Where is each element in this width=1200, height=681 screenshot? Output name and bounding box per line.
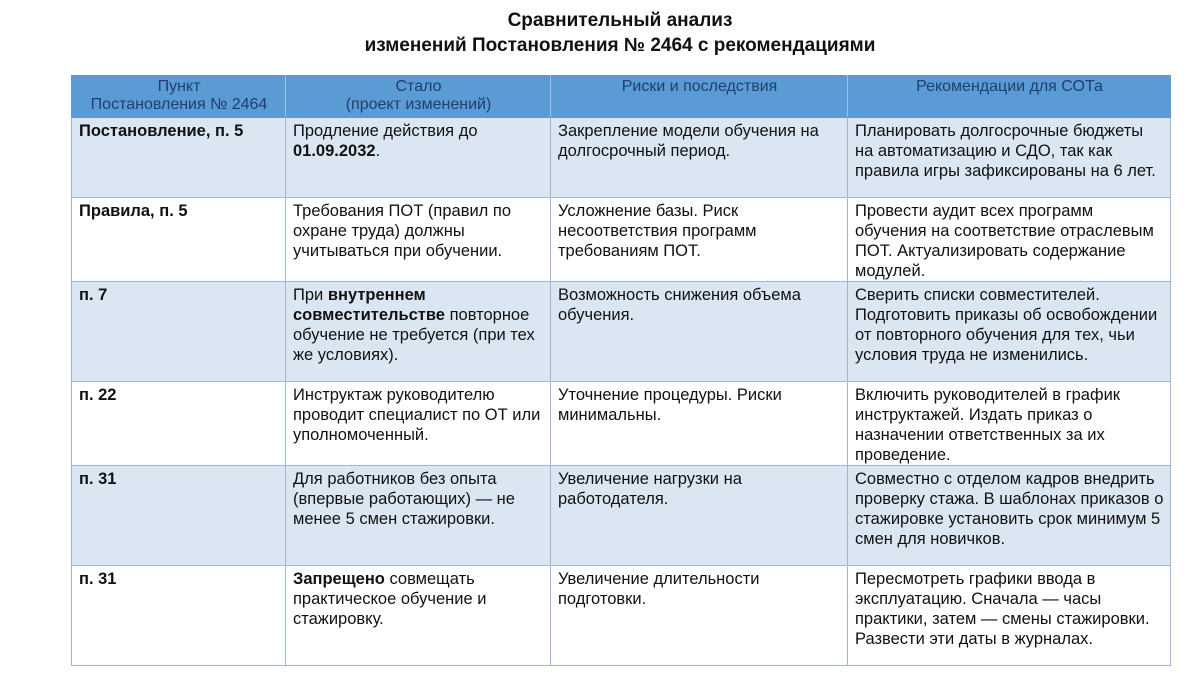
header-became-line2: (проект изменений): [345, 96, 492, 113]
row-became: [286, 118, 551, 198]
row-became: [286, 566, 551, 666]
title-line-2: изменений Постановления № 2464 с рекомендациями: [364, 35, 876, 56]
became-bold-text: Запрещено: [293, 570, 385, 588]
row-risks: Закрепление модели обучения на долгосрочный период.: [551, 118, 848, 198]
comparison-table: [71, 75, 1171, 666]
header-item-line1: Пункт: [157, 78, 201, 95]
table-header-row: [72, 76, 1171, 118]
became-text-end: повторное обучение не требуется (при тех же условиях).: [293, 306, 535, 364]
header-risks: [551, 76, 848, 118]
row-item: п. 7: [72, 282, 286, 382]
row-recommendations: Пересмотреть графики ввода в эксплуатацию. Сначала — часы практики, затем — смены стажировки. Развести эти даты в журналах.: [848, 566, 1171, 666]
became-text-end: совмещать практическое обучение и стажировку.: [293, 570, 487, 628]
row-became: [286, 382, 551, 466]
row-became: [286, 282, 551, 382]
table-row: [72, 566, 1171, 666]
header-risks-line1: Риски и последствия: [621, 78, 778, 95]
became-bold-text: 01.09.2032: [293, 142, 376, 160]
row-item: п. 22: [72, 382, 286, 466]
table-row: [72, 382, 1171, 466]
became-text: Инструктаж руководителю проводит специалист по ОТ или уполномоченный.: [293, 386, 541, 444]
row-risks: Возможность снижения объема обучения.: [551, 282, 848, 382]
row-risks: Усложнение базы. Риск несоответствия программ требованиям ПОТ.: [551, 198, 848, 282]
table-row: [72, 466, 1171, 566]
header-recommendations-line1: Рекомендации для СОТа: [916, 78, 1103, 95]
row-recommendations: Включить руководителей в график инструктажей. Издать приказ о назначении ответственных за их проведение.: [848, 382, 1171, 466]
table-row: [72, 198, 1171, 282]
row-recommendations: Совместно с отделом кадров внедрить проверку стажа. В шаблонах приказов о стажировке установить срок минимум 5 смен для новичков.: [848, 466, 1171, 566]
row-became: [286, 466, 551, 566]
table-row: [72, 118, 1171, 198]
header-item: [72, 76, 286, 118]
became-text: Требования ПОТ (правил по охране труда) должны учитываться при обучении.: [293, 202, 511, 260]
row-risks: Уточнение процедуры. Риски минимальны.: [551, 382, 848, 466]
became-text: Для работников без опыта (впервые работающих) — не менее 5 смен стажировки.: [293, 470, 515, 528]
became-text: При: [293, 286, 328, 304]
row-became: [286, 198, 551, 282]
row-risks: Увеличение длительности подготовки.: [551, 566, 848, 666]
row-item: Постановление, п. 5: [72, 118, 286, 198]
row-item: п. 31: [72, 566, 286, 666]
row-recommendations: Провести аудит всех программ обучения на соответствие отраслевым ПОТ. Актуализировать содержание модулей.: [848, 198, 1171, 282]
row-recommendations: Планировать долгосрочные бюджеты на автоматизацию и СДО, так как правила игры зафиксированы на 6 лет.: [848, 118, 1171, 198]
table-row: [72, 282, 1171, 382]
row-risks: Увеличение нагрузки на работодателя.: [551, 466, 848, 566]
became-text: Продление действия до: [293, 122, 478, 140]
header-became-line1: Стало: [395, 78, 442, 95]
document-title: [0, 8, 1200, 58]
header-became: [286, 76, 551, 118]
header-item-line2: Постановления № 2464: [90, 96, 268, 113]
became-text-end: .: [375, 142, 381, 160]
header-recommendations: [848, 76, 1171, 118]
row-item: Правила, п. 5: [72, 198, 286, 282]
became-bold-text: внутреннем совместительстве: [293, 286, 445, 324]
row-item: п. 31: [72, 466, 286, 566]
title-line-1: Сравнительный анализ: [507, 10, 733, 31]
row-recommendations: Сверить списки совместителей. Подготовить приказы об освобождении от повторного обучения для тех, чьи условия труда не изменились.: [848, 282, 1171, 382]
